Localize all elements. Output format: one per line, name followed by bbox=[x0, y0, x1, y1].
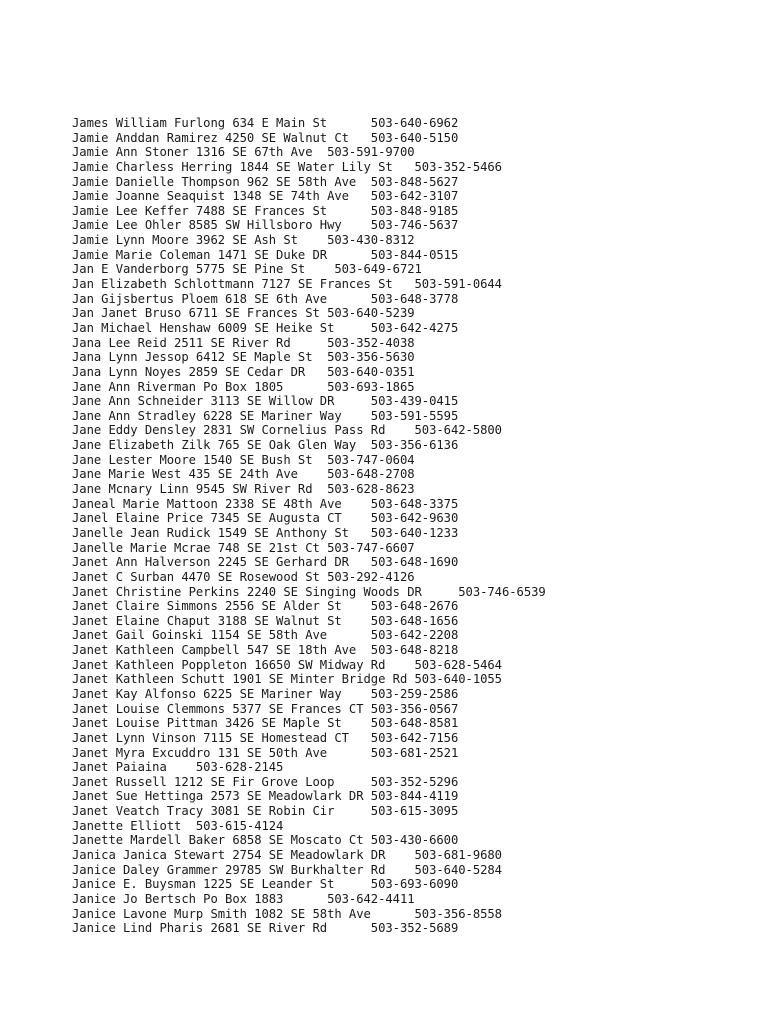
entry-text: Janel Elaine Price 7345 SE Augusta CT 503-642-9630 bbox=[72, 511, 459, 526]
entry-text: Janet Gail Goinski 1154 SE 58th Ave 503-642-2208 bbox=[72, 628, 459, 643]
entry-text: Janice E. Buysman 1225 SE Leander St 503-693-6090 bbox=[72, 877, 459, 892]
directory-entry bbox=[72, 585, 546, 600]
entry-text: Janice Lind Pharis 2681 SE River Rd 503-352-5689 bbox=[72, 921, 459, 936]
entry-text: Janelle Marie Mcrae 748 SE 21st Ct 503-747-6607 bbox=[72, 540, 415, 555]
directory-entry bbox=[72, 687, 546, 702]
entry-text: Jan E Vanderborg 5775 SE Pine St 503-649-6721 bbox=[72, 262, 422, 277]
entry-text: Janet Christine Perkins 2240 SE Singing Woods DR 503-746-6539 bbox=[72, 584, 546, 599]
entry-text: Janet C Surban 4470 SE Rosewood St 503-292-4126 bbox=[72, 569, 415, 584]
entry-text: Jana Lee Reid 2511 SE River Rd 503-352-4038 bbox=[72, 335, 415, 350]
directory-entry bbox=[72, 145, 546, 160]
entry-text: Janet Kathleen Schutt 1901 SE Minter Bridge Rd 503-640-1055 bbox=[72, 672, 502, 687]
entry-text: Janet Kathleen Campbell 547 SE 18th Ave 503-648-8218 bbox=[72, 643, 459, 658]
entry-text: Janeal Marie Mattoon 2338 SE 48th Ave 503-648-3375 bbox=[72, 496, 459, 511]
directory-entry bbox=[72, 277, 546, 292]
directory-entry bbox=[72, 189, 546, 204]
entry-text: Jamie Lee Ohler 8585 SW Hillsboro Hwy 503-746-5637 bbox=[72, 218, 459, 233]
directory-entry bbox=[72, 467, 546, 482]
entry-text: Jane Ann Stradley 6228 SE Mariner Way 503-591-5595 bbox=[72, 408, 459, 423]
entry-text: Jamie Danielle Thompson 962 SE 58th Ave 503-848-5627 bbox=[72, 174, 459, 189]
directory-entry bbox=[72, 438, 546, 453]
entry-text: Jamie Ann Stoner 1316 SE 67th Ave 503-591-9700 bbox=[72, 145, 415, 160]
entry-text: Jane Ann Schneider 3113 SE Willow DR 503-439-0415 bbox=[72, 394, 459, 409]
entry-text: Jane Marie West 435 SE 24th Ave 503-648-2708 bbox=[72, 467, 415, 482]
directory-entry bbox=[72, 541, 546, 556]
entry-text: Janet Kathleen Poppleton 16650 SW Midway Rd 503-628-5464 bbox=[72, 657, 502, 672]
directory-entry bbox=[72, 833, 546, 848]
directory-entry bbox=[72, 409, 546, 424]
directory-entry bbox=[72, 116, 546, 131]
directory-entry bbox=[72, 248, 546, 263]
directory-listing bbox=[72, 116, 546, 936]
directory-entry bbox=[72, 731, 546, 746]
directory-entry bbox=[72, 819, 546, 834]
entry-text: Janet Louise Clemmons 5377 SE Frances CT 503-356-0567 bbox=[72, 701, 459, 716]
entry-text: Janice Jo Bertsch Po Box 1883 503-642-4411 bbox=[72, 891, 415, 906]
directory-entry bbox=[72, 921, 546, 936]
directory-entry bbox=[72, 628, 546, 643]
directory-entry bbox=[72, 848, 546, 863]
directory-entry bbox=[72, 218, 546, 233]
directory-entry bbox=[72, 497, 546, 512]
entry-text: Jane Eddy Densley 2831 SW Cornelius Pass Rd 503-642-5800 bbox=[72, 423, 502, 438]
directory-entry bbox=[72, 643, 546, 658]
directory-entry bbox=[72, 702, 546, 717]
entry-text: Janet Russell 1212 SE Fir Grove Loop 503-352-5296 bbox=[72, 774, 459, 789]
entry-text: Jamie Marie Coleman 1471 SE Duke DR 503-844-0515 bbox=[72, 247, 459, 262]
directory-entry bbox=[72, 789, 546, 804]
entry-text: Jan Elizabeth Schlottmann 7127 SE Frances St 503-591-0644 bbox=[72, 277, 502, 292]
entry-text: Janica Janica Stewart 2754 SE Meadowlark DR 503-681-9680 bbox=[72, 848, 502, 863]
entry-text: Janet Veatch Tracy 3081 SE Robin Cir 503-615-3095 bbox=[72, 804, 459, 819]
entry-text: Janelle Jean Rudick 1549 SE Anthony St 503-640-1233 bbox=[72, 525, 459, 540]
entry-text: Janet Elaine Chaput 3188 SE Walnut St 503-648-1656 bbox=[72, 613, 459, 628]
directory-entry bbox=[72, 570, 546, 585]
entry-text: Janette Mardell Baker 6858 SE Moscato Ct 503-430-6600 bbox=[72, 833, 459, 848]
directory-entry bbox=[72, 423, 546, 438]
entry-text: Jamie Lynn Moore 3962 SE Ash St 503-430-8312 bbox=[72, 233, 415, 248]
entry-text: Janet Lynn Vinson 7115 SE Homestead CT 503-642-7156 bbox=[72, 730, 459, 745]
directory-entry bbox=[72, 292, 546, 307]
directory-entry bbox=[72, 175, 546, 190]
entry-text: Janice Lavone Murp Smith 1082 SE 58th Ave 503-356-8558 bbox=[72, 906, 502, 921]
directory-entry bbox=[72, 336, 546, 351]
directory-entry bbox=[72, 716, 546, 731]
entry-text: Jan Michael Henshaw 6009 SE Heike St 503-642-4275 bbox=[72, 320, 459, 335]
entry-text: Janet Louise Pittman 3426 SE Maple St 503-648-8581 bbox=[72, 716, 459, 731]
entry-text: Jan Gijsbertus Ploem 618 SE 6th Ave 503-648-3778 bbox=[72, 291, 459, 306]
entry-text: Janet Kay Alfonso 6225 SE Mariner Way 503-259-2586 bbox=[72, 686, 459, 701]
entry-text: Jane Mcnary Linn 9545 SW River Rd 503-628-8623 bbox=[72, 482, 415, 497]
directory-entry bbox=[72, 380, 546, 395]
entry-text: Jana Lynn Noyes 2859 SE Cedar DR 503-640-0351 bbox=[72, 364, 415, 379]
directory-entry bbox=[72, 877, 546, 892]
entry-text: Janette Elliott 503-615-4124 bbox=[72, 818, 284, 833]
directory-entry bbox=[72, 511, 546, 526]
entry-text: Janet Ann Halverson 2245 SE Gerhard DR 503-648-1690 bbox=[72, 555, 459, 570]
entry-text: Janet Sue Hettinga 2573 SE Meadowlark DR 503-844-4119 bbox=[72, 789, 459, 804]
entry-text: James William Furlong 634 E Main St 503-640-6962 bbox=[72, 116, 459, 130]
directory-entry bbox=[72, 233, 546, 248]
directory-entry bbox=[72, 306, 546, 321]
entry-text: Jamie Charless Herring 1844 SE Water Lily St 503-352-5466 bbox=[72, 159, 502, 174]
entry-text: Janice Daley Grammer 29785 SW Burkhalter Rd 503-640-5284 bbox=[72, 862, 502, 877]
directory-entry bbox=[72, 526, 546, 541]
directory-entry bbox=[72, 614, 546, 629]
entry-text: Jamie Joanne Seaquist 1348 SE 74th Ave 503-642-3107 bbox=[72, 189, 459, 204]
directory-entry bbox=[72, 321, 546, 336]
entry-text: Jamie Anddan Ramirez 4250 SE Walnut Ct 503-640-5150 bbox=[72, 130, 459, 145]
entry-text: Jan Janet Bruso 6711 SE Frances St 503-640-5239 bbox=[72, 306, 415, 321]
entry-text: Jana Lynn Jessop 6412 SE Maple St 503-356-5630 bbox=[72, 350, 415, 365]
directory-entry bbox=[72, 892, 546, 907]
directory-entry bbox=[72, 131, 546, 146]
directory-entry bbox=[72, 160, 546, 175]
directory-entry bbox=[72, 658, 546, 673]
entry-text: Jane Elizabeth Zilk 765 SE Oak Glen Way 503-356-6136 bbox=[72, 438, 459, 453]
directory-entry bbox=[72, 262, 546, 277]
directory-entry bbox=[72, 482, 546, 497]
entry-text: Jamie Lee Keffer 7488 SE Frances St 503-848-9185 bbox=[72, 203, 459, 218]
directory-entry bbox=[72, 555, 546, 570]
directory-entry bbox=[72, 394, 546, 409]
directory-entry bbox=[72, 672, 546, 687]
entry-text: Janet Myra Excuddro 131 SE 50th Ave 503-681-2521 bbox=[72, 745, 459, 760]
directory-entry bbox=[72, 350, 546, 365]
directory-entry bbox=[72, 760, 546, 775]
directory-entry bbox=[72, 746, 546, 761]
directory-entry bbox=[72, 907, 546, 922]
directory-entry bbox=[72, 204, 546, 219]
entry-text: Janet Paiaina 503-628-2145 bbox=[72, 760, 284, 775]
directory-entry bbox=[72, 804, 546, 819]
directory-entry bbox=[72, 453, 546, 468]
directory-entry bbox=[72, 599, 546, 614]
entry-text: Jane Ann Riverman Po Box 1805 503-693-1865 bbox=[72, 379, 415, 394]
directory-entry bbox=[72, 775, 546, 790]
entry-text: Janet Claire Simmons 2556 SE Alder St 503-648-2676 bbox=[72, 599, 459, 614]
directory-entry bbox=[72, 863, 546, 878]
directory-entry bbox=[72, 365, 546, 380]
entry-text: Jane Lester Moore 1540 SE Bush St 503-747-0604 bbox=[72, 452, 415, 467]
